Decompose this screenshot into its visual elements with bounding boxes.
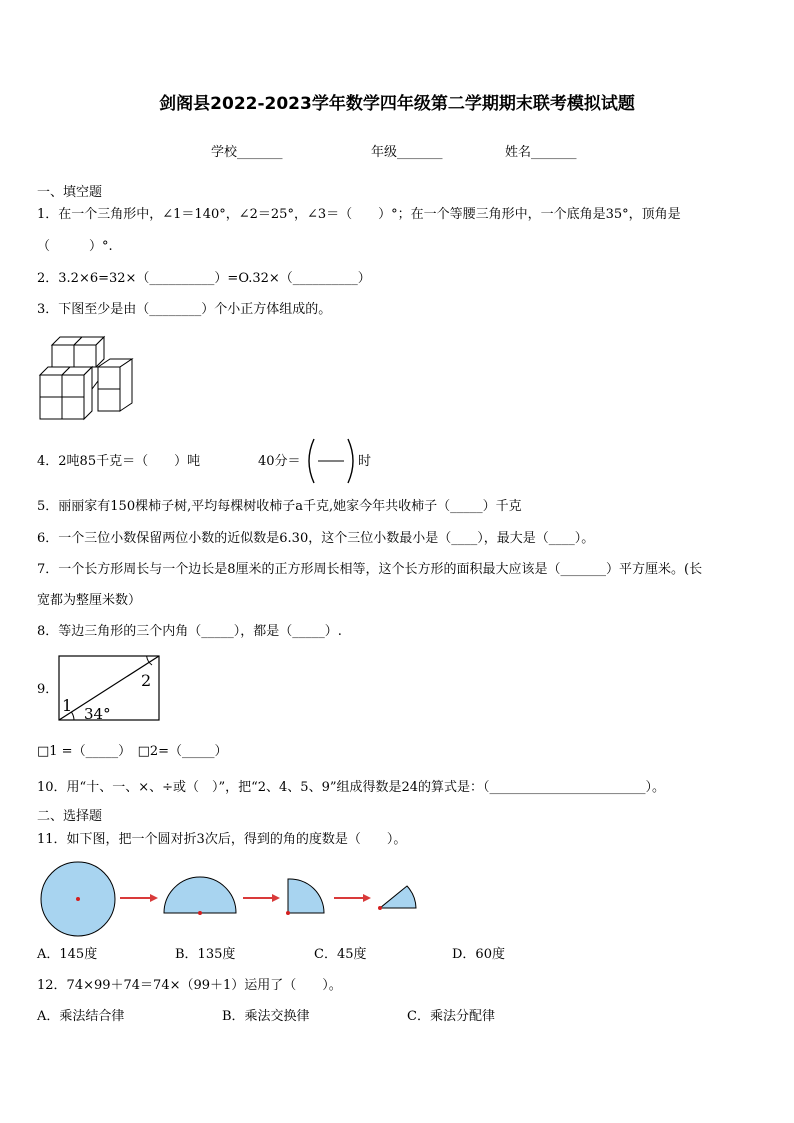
rectangle-diagonal-figure — [58, 655, 162, 723]
question-4-left: 4．2吨85千克＝（ ）吨 — [37, 454, 201, 469]
question-9-number: 9． — [37, 682, 59, 697]
circle-folding-figure — [38, 860, 428, 938]
question-12-option-c[interactable]: C．乘法分配律 — [407, 1009, 495, 1024]
grade-field[interactable]: 年级_______ — [371, 145, 443, 160]
name-field[interactable]: 姓名_______ — [505, 145, 577, 160]
school-field[interactable]: 学校_______ — [211, 145, 283, 160]
question-4-right-prefix: 40分＝ — [258, 454, 301, 469]
angle-1-label: 1 — [62, 696, 73, 715]
question-10: 10．用“十、一、×、÷或（ ）”，把“2、4、5、9”组成得数是24的算式是：（________________________）。 — [37, 780, 666, 795]
question-12-option-b[interactable]: B．乘法交换律 — [222, 1009, 310, 1024]
page-title: 剑阁县2022-2023学年数学四年级第二学期期末联考模拟试题 — [159, 94, 635, 114]
question-12: 12．74×99＋74＝74×（99＋1）运用了（ ）。 — [37, 978, 342, 993]
question-6: 6．一个三位小数保留两位小数的近似数是6.30，这个三位小数最小是（____），最大是（____）。 — [37, 531, 595, 546]
question-12-option-a[interactable]: A．乘法结合律 — [37, 1009, 125, 1024]
question-7-line-1: 7．一个长方形周长与一个边长是8厘米的正方形周长相等，这个长方形的面积最大应该是（_______）平方厘米。(长 — [37, 562, 703, 577]
question-11: 11．如下图，把一个圆对折3次后，得到的角的度数是（ ）。 — [37, 832, 407, 847]
angle-2-label: 2 — [141, 671, 152, 690]
question-11-option-a[interactable]: A．145度 — [37, 947, 98, 962]
section-choice-heading: 二、选择题 — [37, 809, 103, 824]
question-11-option-d[interactable]: D．60度 — [452, 947, 505, 962]
question-1-line-1: 1．在一个三角形中，∠1＝140°，∠2＝25°，∠3＝（ ）°；在一个等腰三角形中，一个底角是35°，顶角是 — [37, 207, 681, 222]
question-11-option-c[interactable]: C．45度 — [314, 947, 367, 962]
question-3: 3．下图至少是由（________）个小正方体组成的。 — [37, 302, 332, 317]
question-8: 8．等边三角形的三个内角（_____），都是（_____）. — [37, 624, 342, 639]
question-9-answer: □1 =（_____） □2=（_____） — [37, 744, 228, 759]
question-2: 2．3.2×6=32×（__________）=O.32×（__________） — [37, 271, 371, 286]
question-11-option-b[interactable]: B．135度 — [175, 947, 236, 962]
angle-34-label: 34° — [84, 705, 111, 723]
section-fill-blank-heading: 一、填空题 — [37, 185, 103, 200]
question-4-right-suffix: 时 — [358, 454, 372, 469]
cube-stack-figure — [38, 333, 138, 425]
fraction-blank[interactable] — [304, 437, 358, 485]
question-5: 5．丽丽家有150棵柿子树,平均每棵树收柿子a千克,她家今年共收柿子（_____）千克 — [37, 499, 522, 514]
question-1-line-2: （ ）°. — [37, 239, 113, 254]
question-7-line-2: 宽都为整厘米数） — [37, 593, 142, 608]
